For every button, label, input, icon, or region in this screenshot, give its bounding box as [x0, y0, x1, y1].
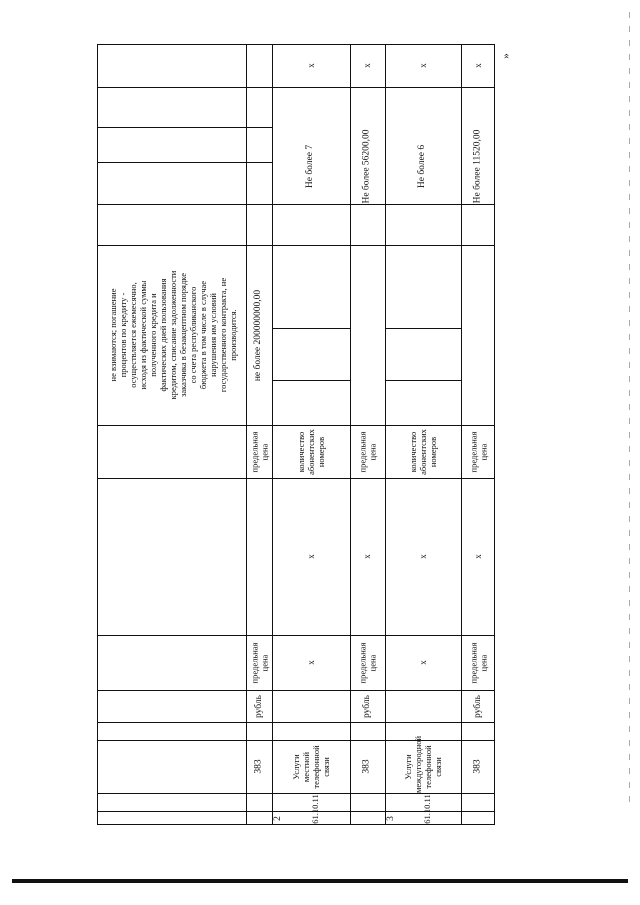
price-type-2: предельная цена [249, 431, 269, 472]
x-mark: x [305, 660, 316, 665]
x-mark: x [305, 63, 316, 68]
okpd-code: 61.10.11 [310, 794, 320, 824]
service-name: Услуги междугородной телефонной связи [403, 735, 443, 793]
price-type: предельная цена [468, 642, 488, 683]
quantity-label: количество абонентских номеров [408, 428, 438, 475]
row-number: 3 [385, 815, 396, 821]
scan-edge [629, 12, 630, 802]
col-divider [97, 690, 495, 691]
limit-value: Не более 56200,00 [362, 128, 372, 204]
bottom-rule [12, 879, 628, 883]
quantity-label: количество абонентских номеров [296, 428, 326, 475]
okei-code: 383 [362, 759, 372, 774]
limit-value: Не более 7 [305, 144, 316, 188]
x-mark: x [305, 554, 316, 559]
sub-divider [385, 380, 461, 381]
conditions-text: не взимаются; погашение процентов по кредиту - осуществляется ежемесячно, исходя из фактической суммы полученного кредита и фактических дней пользования кредитом, списание задолженности заказчика в безакцептном порядке со счета республиканского бюджета в том числе в случае нарушения им условий государственного контракта, не производится. [108, 270, 238, 400]
x-mark: x [472, 554, 483, 559]
okpd-code: 61.10.11 [422, 794, 432, 824]
service-name: Услуги местной телефонной связи [291, 744, 331, 789]
closing-quote: » [499, 53, 512, 59]
price-limit: не более 200000000,00 [253, 289, 264, 381]
x-mark: x [417, 554, 428, 559]
okei-code: 383 [472, 759, 483, 774]
sub-divider [272, 328, 350, 329]
x-mark: x [362, 63, 372, 68]
x-mark: x [417, 660, 428, 665]
conditions-text-cell [108, 245, 238, 425]
col-divider [97, 127, 273, 128]
unit-name: рубль [361, 694, 372, 718]
x-mark: x [362, 554, 372, 559]
unit-name: рубль [253, 694, 264, 718]
unit-name: рубль [472, 694, 483, 718]
sub-divider [385, 328, 461, 329]
row-number: 2 [272, 815, 283, 821]
x-mark: x [417, 63, 428, 68]
sub-divider [272, 380, 350, 381]
okei-code: 383 [253, 759, 264, 774]
price-type-2: предельная цена [357, 431, 378, 472]
price-type: предельная цена [249, 642, 269, 683]
col-divider [97, 162, 273, 163]
col-divider [97, 722, 495, 723]
price-type-2: предельная цена [468, 431, 488, 472]
price-type: предельная цена [357, 642, 378, 683]
limit-value: Не более 11520,00 [472, 129, 483, 203]
limit-value: Не более 6 [417, 144, 428, 188]
x-mark: x [472, 63, 483, 68]
